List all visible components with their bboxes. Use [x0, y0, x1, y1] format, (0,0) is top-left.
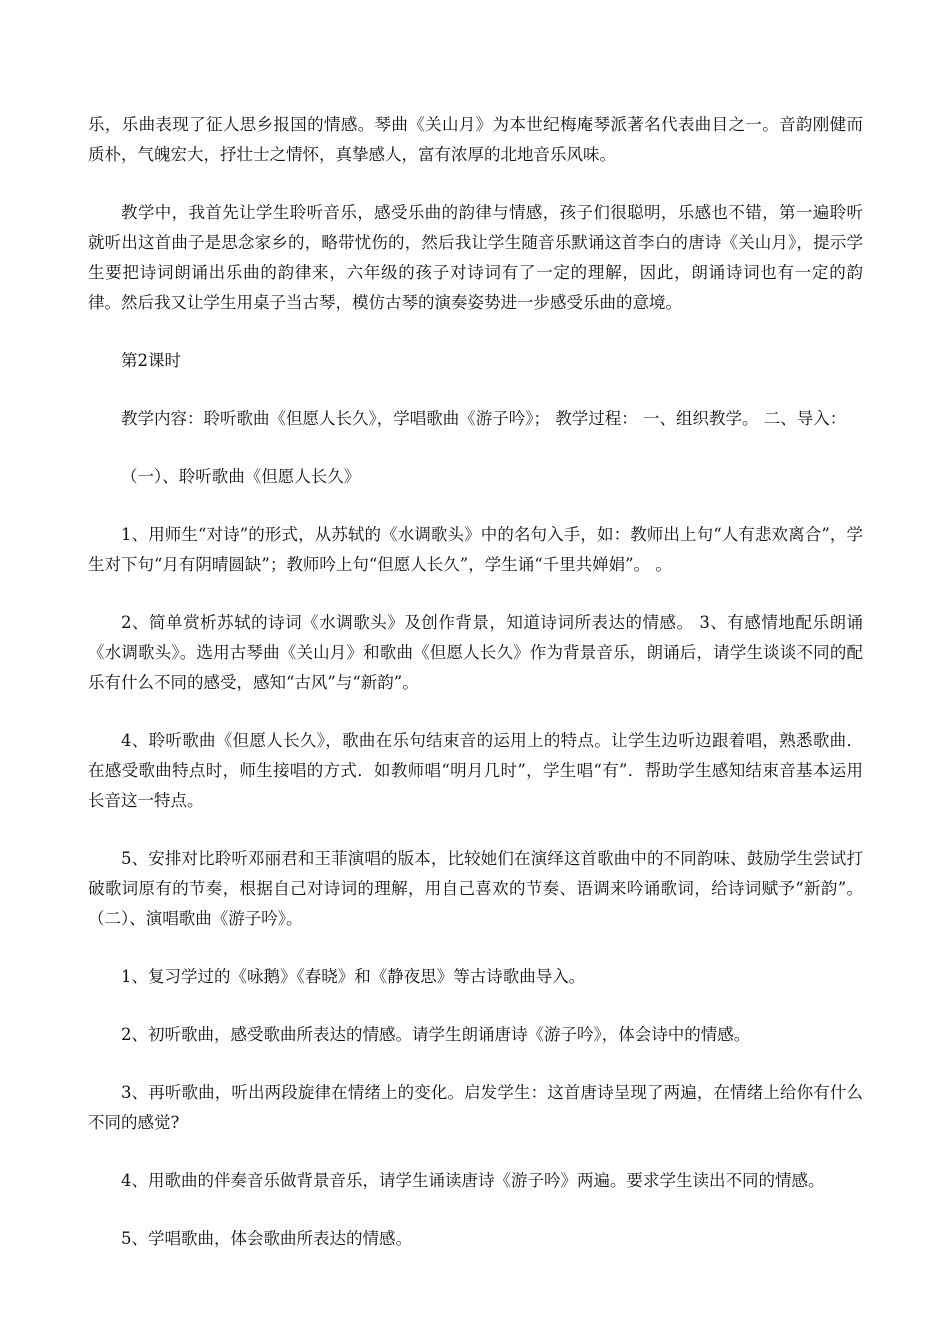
lesson-2-heading: 第2课时	[121, 351, 181, 370]
paragraph-step-1: 1、用师生“对诗”的形式，从苏轼的《水调歌头》中的名句入手，如：教师出上句“人有悲欢离合”，学生对下句“月有阴晴圆缺”；教师吟上句“但愿人长久”，学生诵“千里共婵娟”。 。	[88, 525, 863, 574]
paragraph-sing-step-4: 4、用歌曲的伴奏音乐做背景音乐，请学生诵读唐诗《游子吟》两遍。要求学生读出不同的情感。	[121, 1171, 825, 1190]
paragraph-step-5: 5、安排对比聆听邓丽君和王菲演唱的版本，比较她们在演绎这首歌曲中的不同韵味、鼓励学生尝试打破歌词原有的节奏，根据自己对诗词的理解，用自己喜欢的节奏、语调来吟诵歌词，给诗词赋予“新韵”。 （二）、演唱歌曲《游子吟》。	[88, 849, 863, 928]
paragraph-sing-step-3: 3、再听歌曲，听出两段旋律在情绪上的变化。启发学生：这首唐诗呈现了两遍，在情绪上给你有什么不同的感觉?	[88, 1083, 863, 1132]
paragraph-teaching-reflection: 教学中，我首先让学生聆听音乐，感受乐曲的韵律与情感，孩子们很聪明，乐感也不错，第一遍聆听就听出这首曲子是思念家乡的，略带忧伤的，然后我让学生随音乐默诵这首李白的唐诗《关山月》，提示学生要把诗词朗诵出乐曲的韵律来，六年级的孩子对诗词有了一定的理解，因此，朗诵诗词也有一定的韵律。然后我又让学生用桌子当古琴，模仿古琴的演奏姿势进一步感受乐曲的意境。	[88, 203, 863, 312]
document-page	[88, 110, 863, 1282]
paragraph-step-2-3: 2、简单赏析苏轼的诗词《水调歌头》及创作背景，知道诗词所表达的情感。 3、有感情地配乐朗诵《水调歌头》。选用古琴曲《关山月》和歌曲《但愿人长久》作为背景音乐，朗诵后，请学生谈谈不同的配乐有什么不同的感受，感知“古风”与“新韵”。	[88, 613, 863, 692]
section-heading-listen-song: （一）、聆听歌曲《但愿人长久》	[121, 467, 361, 486]
paragraph-sing-step-1: 1、复习学过的《咏鹅》《春晓》和《静夜思》等古诗歌曲导入。	[121, 967, 586, 986]
paragraph-sing-step-5: 5、学唱歌曲，体会歌曲所表达的情感。	[121, 1229, 412, 1248]
paragraph-teaching-content: 教学内容：聆听歌曲《但愿人长久》，学唱歌曲《游子吟》； 教学过程： 一、组织教学。 二、导入：	[121, 409, 847, 428]
paragraph-sing-step-2: 2、初听歌曲，感受歌曲所表达的情感。请学生朗诵唐诗《游子吟》，体会诗中的情感。	[121, 1025, 751, 1044]
paragraph-step-4: 4、聆听歌曲《但愿人长久》，歌曲在乐句结束音的运用上的特点。让学生边听边跟着唱，熟悉歌曲．在感受歌曲特点时，师生接唱的方式．如教师唱“明月几时”，学生唱“有”．帮助学生感知结束音基本运用长音这一特点。	[88, 731, 863, 810]
paragraph-guanshanyue-intro: 乐，乐曲表现了征人思乡报国的情感。琴曲《关山月》为本世纪梅庵琴派著名代表曲目之一。音韵刚健而质朴，气魄宏大，抒壮士之情怀，真挚感人，富有浓厚的北地音乐风味。	[88, 115, 863, 164]
